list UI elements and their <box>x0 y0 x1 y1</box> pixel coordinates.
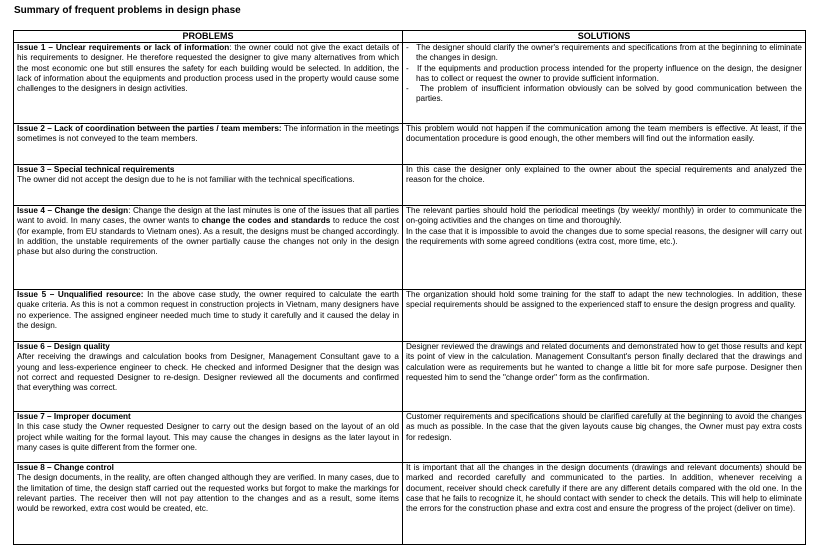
solution-bullet: - If the equipments and production process intended for the property influence on the design, the designer has to collect or request the owner to provide sufficient information. <box>406 63 802 83</box>
problem-text: In the above case study, the owner required to calculate the earth quake criteria. As this is not a common request in construction projects in Vietnam, many designers have no experience. The assigned engineer needed much time to study it carefully and it caused the delay in the design. <box>17 290 399 330</box>
table-row <box>14 43 806 124</box>
problem-text: The design documents, in the reality, are often changed although they are verified. In many cases, due to the limitation of time, the design staff carried out the requested works but forgot to make the markings for relevant parties. The receiver then will not pay attention to the changes and as a result, some items would be reworked, extra cost would be created, etc. <box>17 473 399 514</box>
solution-cell: Customer requirements and specifications should be clarified carefully at the beginning to avoid the changes as much as possible. In the case that the given layouts cause big changes, the Owner must pay extra costs for redesign. <box>403 412 806 463</box>
problem-text: : Change the design at the last minutes is one of the issues that all parties want to avoid. In many cases, the owner wants to <box>17 206 400 226</box>
issue-title: Issue 1 – Unclear requirements or lack of information <box>17 43 230 52</box>
problem-cell <box>14 124 403 165</box>
table-row <box>14 165 806 206</box>
problem-text: The information in the meetings sometimes is not conveyed to the team members. <box>17 124 399 144</box>
problem-emphasis: change the codes and standards <box>201 216 331 226</box>
problem-cell <box>14 290 403 342</box>
issue-title: Issue 4 – Change the design <box>17 206 129 215</box>
issue-title: Issue 8 – Change control <box>17 463 114 472</box>
solution-cell: This problem would not happen if the communication among the team members is effective. At least, if the documentation procedure is good enough, the other members will find out the information easily. <box>403 124 806 165</box>
solution-cell: It is important that all the changes in the design documents (drawings and relevant documents) should be marked and recorded carefully and communicated to the parties. In addition, whenever receiving a document, receiver should check carefully if there are any different details compared with the old one. In the case that he fails to recognize it, he should contact with sender to check the details. This will help to eliminate the errors for the construction phase and extra cost and ensure the progress of the project (deliver on time). <box>403 463 806 545</box>
problem-text: After receiving the drawings and calculation books from Designer, Management Consultant gave to a young and less-experience engineer to check. He checked and informed Designer that the design was not correct and requested Designer to re-design. Designer reviewed all the documents and confirmed that everything was correct. <box>17 352 399 393</box>
issue-title: Issue 3 – Special technical requirements <box>17 165 175 174</box>
solution-text: If the equipments and production process intended for the property influence on the design, the designer has to collect or request the owner to provide sufficient information. <box>416 63 802 83</box>
problem-text: The owner did not accept the design due to he is not familiar with the technical specifications. <box>17 175 355 185</box>
problem-cell <box>14 165 403 206</box>
solution-cell <box>403 43 806 124</box>
table-row <box>14 463 806 545</box>
document-title: Summary of frequent problems in design phase <box>14 5 241 16</box>
solution-bullet: - The problem of insufficient information obviously can be solved by good communication between the parties. <box>406 84 802 104</box>
solution-text: The designer should clarify the owner's requirements and specifications from at the beginning to eliminate the changes in design. <box>416 43 802 63</box>
table-row <box>14 342 806 412</box>
problem-cell <box>14 463 403 545</box>
problems-solutions-table <box>13 30 806 545</box>
problem-text: In this case study the Owner requested Designer to carry out the design based on the layout of an old project while waiting for the formal layout. This may cause the changes in designs as the later layout in many cases is quite different from the former one. <box>17 422 399 452</box>
solution-cell <box>403 206 806 290</box>
issue-title: Issue 5 – Unqualified resource: <box>17 290 144 299</box>
issue-title: Issue 2 – Lack of coordination between the parties / team members: <box>17 124 282 133</box>
problem-cell <box>14 206 403 290</box>
solution-text: The relevant parties should hold the periodical meetings (by weekly/ monthly) in order to communicate the on-going activities and the changes on time and thoroughly. <box>406 206 802 226</box>
table-row <box>14 412 806 463</box>
problem-cell <box>14 342 403 412</box>
issue-title: Issue 6 – Design quality <box>17 342 110 351</box>
table-row <box>14 124 806 165</box>
solutions-header: SOLUTIONS <box>403 31 806 43</box>
solution-bullet: - The designer should clarify the owner's requirements and specifications from at the beginning to eliminate the changes in design. <box>406 43 802 63</box>
issue-title: Issue 7 – Improper document <box>17 412 131 421</box>
solution-cell: In this case the designer only explained to the owner about the special requirements and analyzed the reason for the choice. <box>403 165 806 206</box>
problem-cell <box>14 412 403 463</box>
solution-cell: The organization should hold some training for the staff to adapt the new technologies. In addition, these special requirements should be assigned to the experienced staff to ensure the design progress and quality. <box>403 290 806 342</box>
solution-cell: Designer reviewed the drawings and related documents and demonstrated how to get those results and kept its point of view in the calculation. Management Consultant's person finally declared that the drawings and calculation were as requirements but he wanted to change a little bit for more safe purpose. Designer then requested him to send the "change order" form as the confirmation. <box>403 342 806 412</box>
solution-text: The problem of insufficient information obviously can be solved by good communication between the parties. <box>416 84 802 104</box>
solution-text: In the case that it is impossible to avoid the changes due to some special reasons, the designer will carry out the requirements with some agreed conditions (extra cost, more time, etc.). <box>406 226 802 246</box>
problems-header: PROBLEMS <box>14 31 403 43</box>
problem-text: to reduce the cost (for example, from EU standards to Vietnam ones). As a result, the designs must be changed accordingly. In addition, the unstable requirements of the owner partially cause the changes not only in the design phase but also during the construction. <box>17 216 399 257</box>
problem-text: : the owner could not give the exact details of his requirements to designer. He therefore requested the designer to give many alternatives from which the most economic one but still ensures the safety for each building would be selected. In addition, the lack of information about the equipments and production process used in the property would cause some challenges to the designers in design activities. <box>17 43 399 94</box>
table-row <box>14 206 806 290</box>
problem-cell <box>14 43 403 124</box>
header-row <box>14 31 806 43</box>
table-row <box>14 290 806 342</box>
